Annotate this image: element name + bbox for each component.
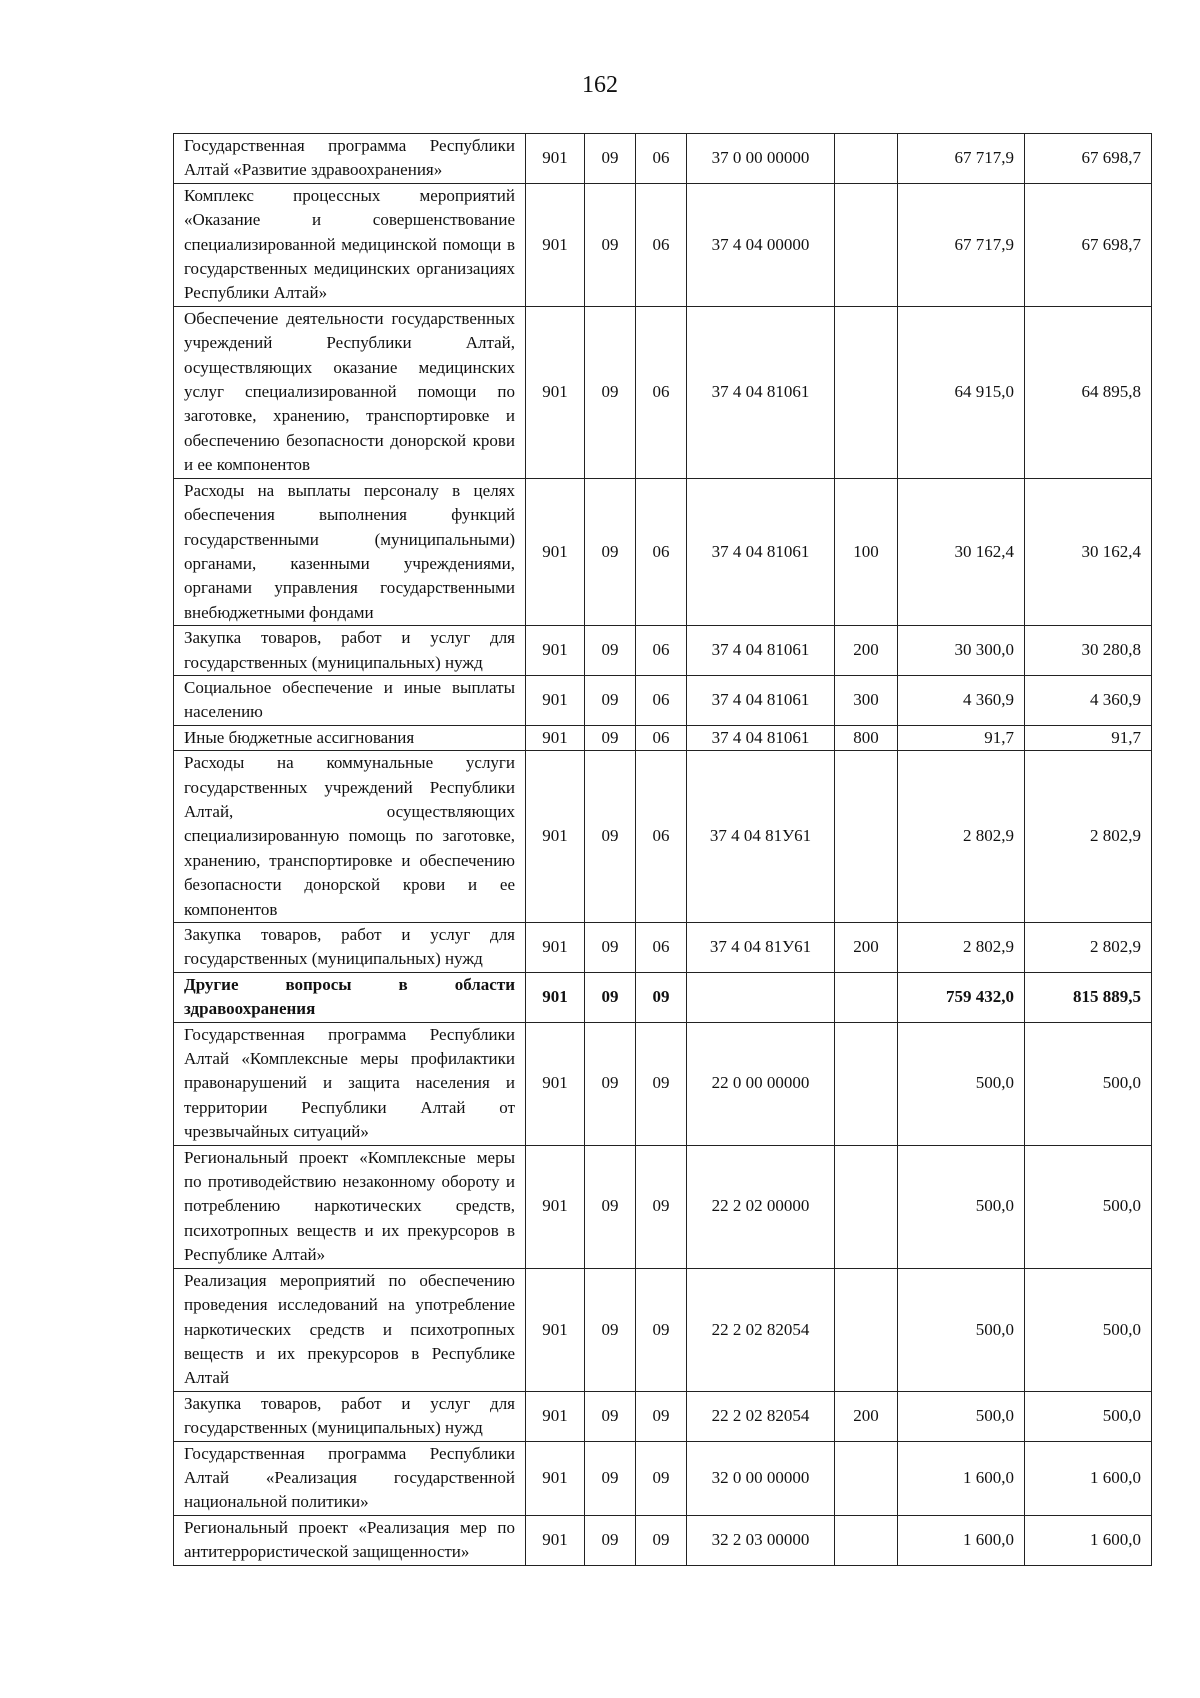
target-code-cell: 22 2 02 82054 (687, 1268, 835, 1391)
department-code-cell: 901 (526, 1441, 585, 1515)
subsection-code-cell: 06 (636, 626, 687, 676)
row-name-cell: Закупка товаров, работ и услуг для государственных (муниципальных) нужд (174, 626, 526, 676)
table-row (174, 1515, 1152, 1565)
row-name-cell: Социальное обеспечение и иные выплаты населению (174, 675, 526, 725)
amount-second-cell: 1 600,0 (1025, 1441, 1152, 1515)
department-code-cell: 901 (526, 1022, 585, 1145)
row-name-cell: Закупка товаров, работ и услуг для государственных (муниципальных) нужд (174, 923, 526, 973)
subsection-code-cell: 09 (636, 1268, 687, 1391)
department-code-cell: 901 (526, 1391, 585, 1441)
section-code-cell: 09 (585, 306, 636, 478)
table-row (174, 306, 1152, 478)
subsection-code-cell: 09 (636, 1022, 687, 1145)
department-code-cell: 901 (526, 134, 585, 184)
row-name-cell: Государственная программа Республики Алтай «Развитие здравоохранения» (174, 134, 526, 184)
budget-table (173, 133, 1152, 1566)
amount-second-cell: 500,0 (1025, 1268, 1152, 1391)
amount-second-cell: 30 280,8 (1025, 626, 1152, 676)
expense-type-cell: 100 (835, 478, 898, 625)
table-row (174, 972, 1152, 1022)
expense-type-cell: 300 (835, 675, 898, 725)
amount-first-cell: 1 600,0 (898, 1441, 1025, 1515)
target-code-cell: 37 4 04 81У61 (687, 751, 835, 923)
section-code-cell: 09 (585, 675, 636, 725)
section-code-cell: 09 (585, 134, 636, 184)
section-code-cell: 09 (585, 923, 636, 973)
amount-first-cell: 30 300,0 (898, 626, 1025, 676)
expense-type-cell (835, 972, 898, 1022)
amount-first-cell: 500,0 (898, 1145, 1025, 1268)
subsection-code-cell: 06 (636, 675, 687, 725)
subsection-code-cell: 09 (636, 1515, 687, 1565)
amount-first-cell: 1 600,0 (898, 1515, 1025, 1565)
target-code-cell: 37 0 00 00000 (687, 134, 835, 184)
department-code-cell: 901 (526, 972, 585, 1022)
expense-type-cell: 200 (835, 923, 898, 973)
table-row (174, 134, 1152, 184)
table-row (174, 1145, 1152, 1268)
section-code-cell: 09 (585, 478, 636, 625)
table-row (174, 626, 1152, 676)
amount-second-cell: 67 698,7 (1025, 183, 1152, 306)
department-code-cell: 901 (526, 751, 585, 923)
expense-type-cell (835, 1145, 898, 1268)
amount-first-cell: 4 360,9 (898, 675, 1025, 725)
subsection-code-cell: 06 (636, 751, 687, 923)
section-code-cell: 09 (585, 626, 636, 676)
target-code-cell: 37 4 04 81061 (687, 306, 835, 478)
department-code-cell: 901 (526, 306, 585, 478)
subsection-code-cell: 06 (636, 478, 687, 625)
row-name-cell: Иные бюджетные ассигнования (174, 725, 526, 750)
subsection-code-cell: 09 (636, 1391, 687, 1441)
expense-type-cell: 800 (835, 725, 898, 750)
amount-first-cell: 64 915,0 (898, 306, 1025, 478)
expense-type-cell (835, 306, 898, 478)
budget-table-body (174, 134, 1152, 1566)
department-code-cell: 901 (526, 725, 585, 750)
amount-second-cell: 2 802,9 (1025, 923, 1152, 973)
amount-second-cell: 815 889,5 (1025, 972, 1152, 1022)
target-code-cell: 32 0 00 00000 (687, 1441, 835, 1515)
expense-type-cell (835, 1515, 898, 1565)
expense-type-cell (835, 183, 898, 306)
department-code-cell: 901 (526, 626, 585, 676)
target-code-cell: 22 2 02 00000 (687, 1145, 835, 1268)
expense-type-cell (835, 751, 898, 923)
amount-first-cell: 2 802,9 (898, 923, 1025, 973)
amount-second-cell: 1 600,0 (1025, 1515, 1152, 1565)
row-name-cell: Региональный проект «Комплексные меры по противодействию незаконному обороту и потреблению наркотических средств, психотропных веществ и их прекурсоров в Республике Алтай» (174, 1145, 526, 1268)
subsection-code-cell: 06 (636, 134, 687, 184)
department-code-cell: 901 (526, 675, 585, 725)
amount-second-cell: 500,0 (1025, 1022, 1152, 1145)
section-code-cell: 09 (585, 1268, 636, 1391)
row-name-cell: Расходы на коммунальные услуги государственных учреждений Республики Алтай, осуществляющих специализированную помощь по заготовке, хранению, транспортировке и обеспечению безопасности донорской крови и ее компонентов (174, 751, 526, 923)
expense-type-cell: 200 (835, 1391, 898, 1441)
section-code-cell: 09 (585, 1515, 636, 1565)
target-code-cell: 22 2 02 82054 (687, 1391, 835, 1441)
target-code-cell: 37 4 04 81У61 (687, 923, 835, 973)
amount-second-cell: 500,0 (1025, 1391, 1152, 1441)
row-name-cell: Региональный проект «Реализация мер по антитеррористической защищенности» (174, 1515, 526, 1565)
subsection-code-cell: 06 (636, 725, 687, 750)
amount-first-cell: 759 432,0 (898, 972, 1025, 1022)
table-row (174, 1022, 1152, 1145)
section-code-cell: 09 (585, 1022, 636, 1145)
table-row (174, 1268, 1152, 1391)
table-row (174, 183, 1152, 306)
subsection-code-cell: 09 (636, 972, 687, 1022)
target-code-cell: 37 4 04 00000 (687, 183, 835, 306)
department-code-cell: 901 (526, 183, 585, 306)
amount-second-cell: 500,0 (1025, 1145, 1152, 1268)
amount-first-cell: 67 717,9 (898, 183, 1025, 306)
subsection-code-cell: 06 (636, 306, 687, 478)
target-code-cell: 32 2 03 00000 (687, 1515, 835, 1565)
target-code-cell: 37 4 04 81061 (687, 725, 835, 750)
amount-second-cell: 67 698,7 (1025, 134, 1152, 184)
expense-type-cell (835, 1268, 898, 1391)
department-code-cell: 901 (526, 1145, 585, 1268)
row-name-cell: Реализация мероприятий по обеспечению проведения исследований на употребление наркотических средств и психотропных веществ и их прекурсоров в Республике Алтай (174, 1268, 526, 1391)
page-number: 162 (582, 72, 618, 98)
expense-type-cell (835, 134, 898, 184)
table-row (174, 1391, 1152, 1441)
amount-first-cell: 91,7 (898, 725, 1025, 750)
expense-type-cell: 200 (835, 626, 898, 676)
row-name-cell: Другие вопросы в области здравоохранения (174, 972, 526, 1022)
target-code-cell (687, 972, 835, 1022)
subsection-code-cell: 09 (636, 1441, 687, 1515)
section-code-cell: 09 (585, 725, 636, 750)
amount-second-cell: 4 360,9 (1025, 675, 1152, 725)
section-code-cell: 09 (585, 183, 636, 306)
amount-first-cell: 67 717,9 (898, 134, 1025, 184)
row-name-cell: Обеспечение деятельности государственных учреждений Республики Алтай, осуществляющих оказание медицинских услуг специализированной помощи по заготовке, хранению, транспортировке и обеспечению безопасности донорской крови и ее компонентов (174, 306, 526, 478)
section-code-cell: 09 (585, 751, 636, 923)
amount-second-cell: 91,7 (1025, 725, 1152, 750)
table-row (174, 1441, 1152, 1515)
target-code-cell: 37 4 04 81061 (687, 675, 835, 725)
table-row (174, 675, 1152, 725)
target-code-cell: 22 0 00 00000 (687, 1022, 835, 1145)
subsection-code-cell: 09 (636, 1145, 687, 1268)
row-name-cell: Государственная программа Республики Алтай «Комплексные меры профилактики правонарушений и защита населения и территории Республики Алтай от чрезвычайных ситуаций» (174, 1022, 526, 1145)
amount-first-cell: 500,0 (898, 1391, 1025, 1441)
amount-first-cell: 500,0 (898, 1268, 1025, 1391)
section-code-cell: 09 (585, 972, 636, 1022)
row-name-cell: Закупка товаров, работ и услуг для государственных (муниципальных) нужд (174, 1391, 526, 1441)
expense-type-cell (835, 1441, 898, 1515)
expense-type-cell (835, 1022, 898, 1145)
amount-second-cell: 64 895,8 (1025, 306, 1152, 478)
amount-second-cell: 2 802,9 (1025, 751, 1152, 923)
target-code-cell: 37 4 04 81061 (687, 626, 835, 676)
section-code-cell: 09 (585, 1441, 636, 1515)
department-code-cell: 901 (526, 1515, 585, 1565)
subsection-code-cell: 06 (636, 923, 687, 973)
table-row (174, 478, 1152, 625)
amount-first-cell: 2 802,9 (898, 751, 1025, 923)
table-row (174, 725, 1152, 750)
amount-first-cell: 500,0 (898, 1022, 1025, 1145)
row-name-cell: Государственная программа Республики Алтай «Реализация государственной национальной политики» (174, 1441, 526, 1515)
table-row (174, 751, 1152, 923)
row-name-cell: Расходы на выплаты персоналу в целях обеспечения выполнения функций государственными (муниципальными) органами, казенными учреждениями, органами управления государственными внебюджетными фондами (174, 478, 526, 625)
department-code-cell: 901 (526, 1268, 585, 1391)
row-name-cell: Комплекс процессных мероприятий «Оказание и совершенствование специализированной медицинской помощи в государственных медицинских организациях Республики Алтай» (174, 183, 526, 306)
table-row (174, 923, 1152, 973)
section-code-cell: 09 (585, 1145, 636, 1268)
subsection-code-cell: 06 (636, 183, 687, 306)
department-code-cell: 901 (526, 923, 585, 973)
target-code-cell: 37 4 04 81061 (687, 478, 835, 625)
amount-second-cell: 30 162,4 (1025, 478, 1152, 625)
section-code-cell: 09 (585, 1391, 636, 1441)
amount-first-cell: 30 162,4 (898, 478, 1025, 625)
department-code-cell: 901 (526, 478, 585, 625)
